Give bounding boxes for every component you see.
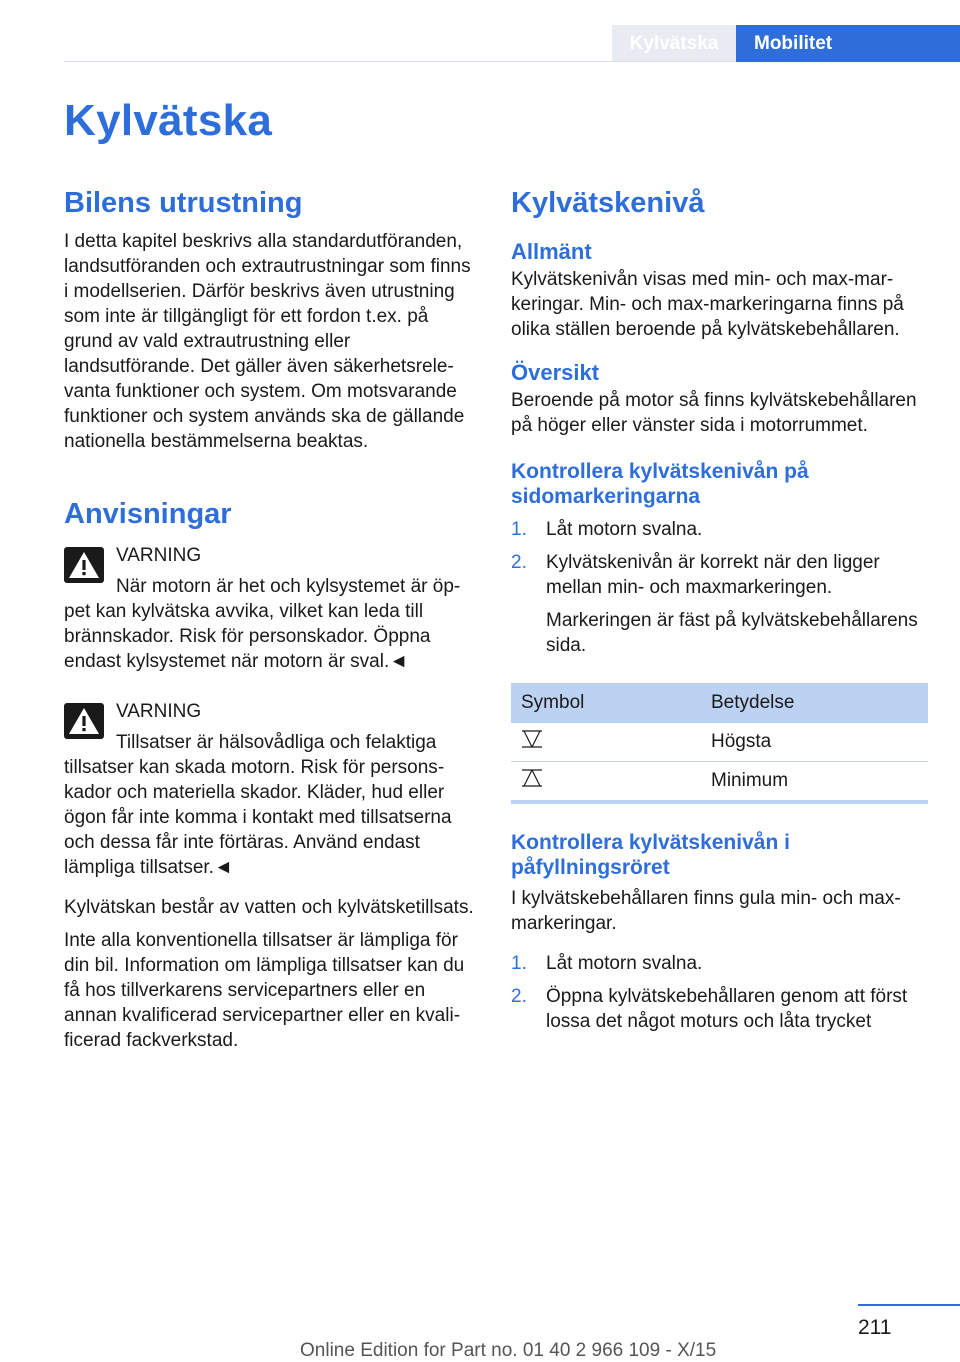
- header-divider: [64, 61, 736, 62]
- step-text: Låt motorn svalna.: [546, 519, 703, 540]
- table-row: [511, 723, 928, 762]
- step-text: Låt motorn svalna.: [546, 953, 703, 974]
- list-item: [511, 951, 928, 976]
- step-number: 2.: [511, 552, 527, 573]
- header-tabs: [612, 25, 960, 62]
- list-item: [511, 550, 928, 658]
- list-item: [511, 517, 928, 542]
- table-row: [511, 762, 928, 803]
- meaning-cell: Minimum: [701, 762, 928, 803]
- page-number: 211: [858, 1316, 892, 1339]
- equipment-text: I detta kapitel beskrivs alla standardutföranden, landsutföranden och extrautrustningar som finns i modellserien. Därför beskrivs även utrustning som inte är tillgängligt för ett fordon t.ex. på grund av vald extrautrustning eller landsutförande. Det gäller även säkerhetsrelevanta funktioner och system. Om motsvarande funktioner och system används ska de gällande nationella bestämmelserna beaktas.: [64, 231, 471, 452]
- section-tab: Kylvätska: [612, 25, 736, 62]
- step-number: 1.: [511, 953, 527, 974]
- step-text: Öppna kylvätskebehållaren genom att först lossa det något moturs och låta trycket: [546, 986, 908, 1032]
- table-header-meaning: Betydelse: [701, 683, 928, 723]
- symbol-cell: [511, 723, 701, 762]
- coolant-level-heading: Kylvätskenivå: [511, 187, 705, 219]
- min-mark-icon: [521, 767, 543, 789]
- step-number: 1.: [511, 519, 527, 540]
- additives-info-text: Inte alla konventionella tillsatser är lämpliga för din bil. Information om lämpliga tillsatser kan du få hos tillverkarens servicepartners eller en annan kvalificerad servicepartner eller en kvalificerad fackverkstad.: [64, 930, 465, 1051]
- overview-text: Beroende på motor så finns kylvätskebehållaren på höger eller vänster sida i motorrummet.: [511, 390, 917, 436]
- max-mark-icon: [521, 728, 543, 750]
- table-header-symbol: Symbol: [511, 683, 701, 723]
- overview-heading: Översikt: [511, 360, 600, 385]
- meaning-cell: Högsta: [701, 723, 928, 762]
- edition-footer: Online Edition for Part no. 01 40 2 966 109 - X/15: [300, 1340, 717, 1361]
- warning-triangle-icon: [64, 703, 104, 739]
- general-heading: Allmänt: [511, 239, 592, 264]
- symbol-table: [511, 683, 928, 804]
- chapter-tab: Mobilitet: [736, 25, 960, 62]
- step-number: 2.: [511, 986, 527, 1007]
- warning-1-title: VARNING: [116, 545, 202, 566]
- filler-pipe-steps: [511, 951, 928, 1034]
- check-side-markings-heading: Kontrollera kylvätskenivån på sidomarkeringarna: [511, 460, 809, 508]
- table-header-row: [511, 683, 928, 723]
- right-column: [511, 186, 928, 1034]
- check-filler-pipe-heading: Kontrollera kylvätskenivån i påfyllningsröret: [511, 831, 790, 879]
- filler-pipe-text: I kylvätskebehållaren finns gula min- och maxmarkeringar.: [511, 888, 901, 934]
- warning-block-1: [64, 543, 478, 674]
- page-number-rule: [858, 1304, 960, 1306]
- symbol-cell: [511, 762, 701, 803]
- left-column: [64, 186, 478, 1053]
- coolant-composition-text: Kylvätskan består av vatten och kylvätsketillsats.: [64, 897, 474, 918]
- step-text: Kylvätskenivån är korrekt när den ligger mellan min- och maxmarkeringen.: [546, 552, 880, 598]
- warning-triangle-icon: [64, 547, 104, 583]
- warning-2-title: VARNING: [116, 701, 202, 722]
- list-item: [511, 984, 928, 1034]
- step-subtext: Markeringen är fäst på kylvätskebehållarens sida.: [546, 610, 918, 656]
- notes-heading: Anvisningar: [64, 498, 232, 530]
- warning-2-text: Tillsatser är hälsovådliga och felaktiga tillsatser kan skada motorn. Risk för personskador och materiella skador. Kläder, hud eller ögon får inte komma i kontakt med tillsatserna och dessa får inte förtäras. Använd endast lämpliga tillsatser.◄: [64, 732, 452, 878]
- warning-block-2: [64, 699, 478, 880]
- warning-1-text: När motorn är het och kylsystemet är öppet kan kylvätska avvika, vilket kan leda till brännskador. Risk för personskador. Öppna endast kylsystemet när motorn är sval.◄: [64, 576, 461, 672]
- equipment-heading: Bilens utrustning: [64, 187, 303, 219]
- general-text: Kylvätskenivån visas med min- och max-markeringar. Min- och max-markeringarna finns på olika ställen beroende på kylvätskebehållaren.: [511, 269, 904, 340]
- side-markings-steps: [511, 517, 928, 658]
- page-title: Kylvätska: [64, 96, 273, 145]
